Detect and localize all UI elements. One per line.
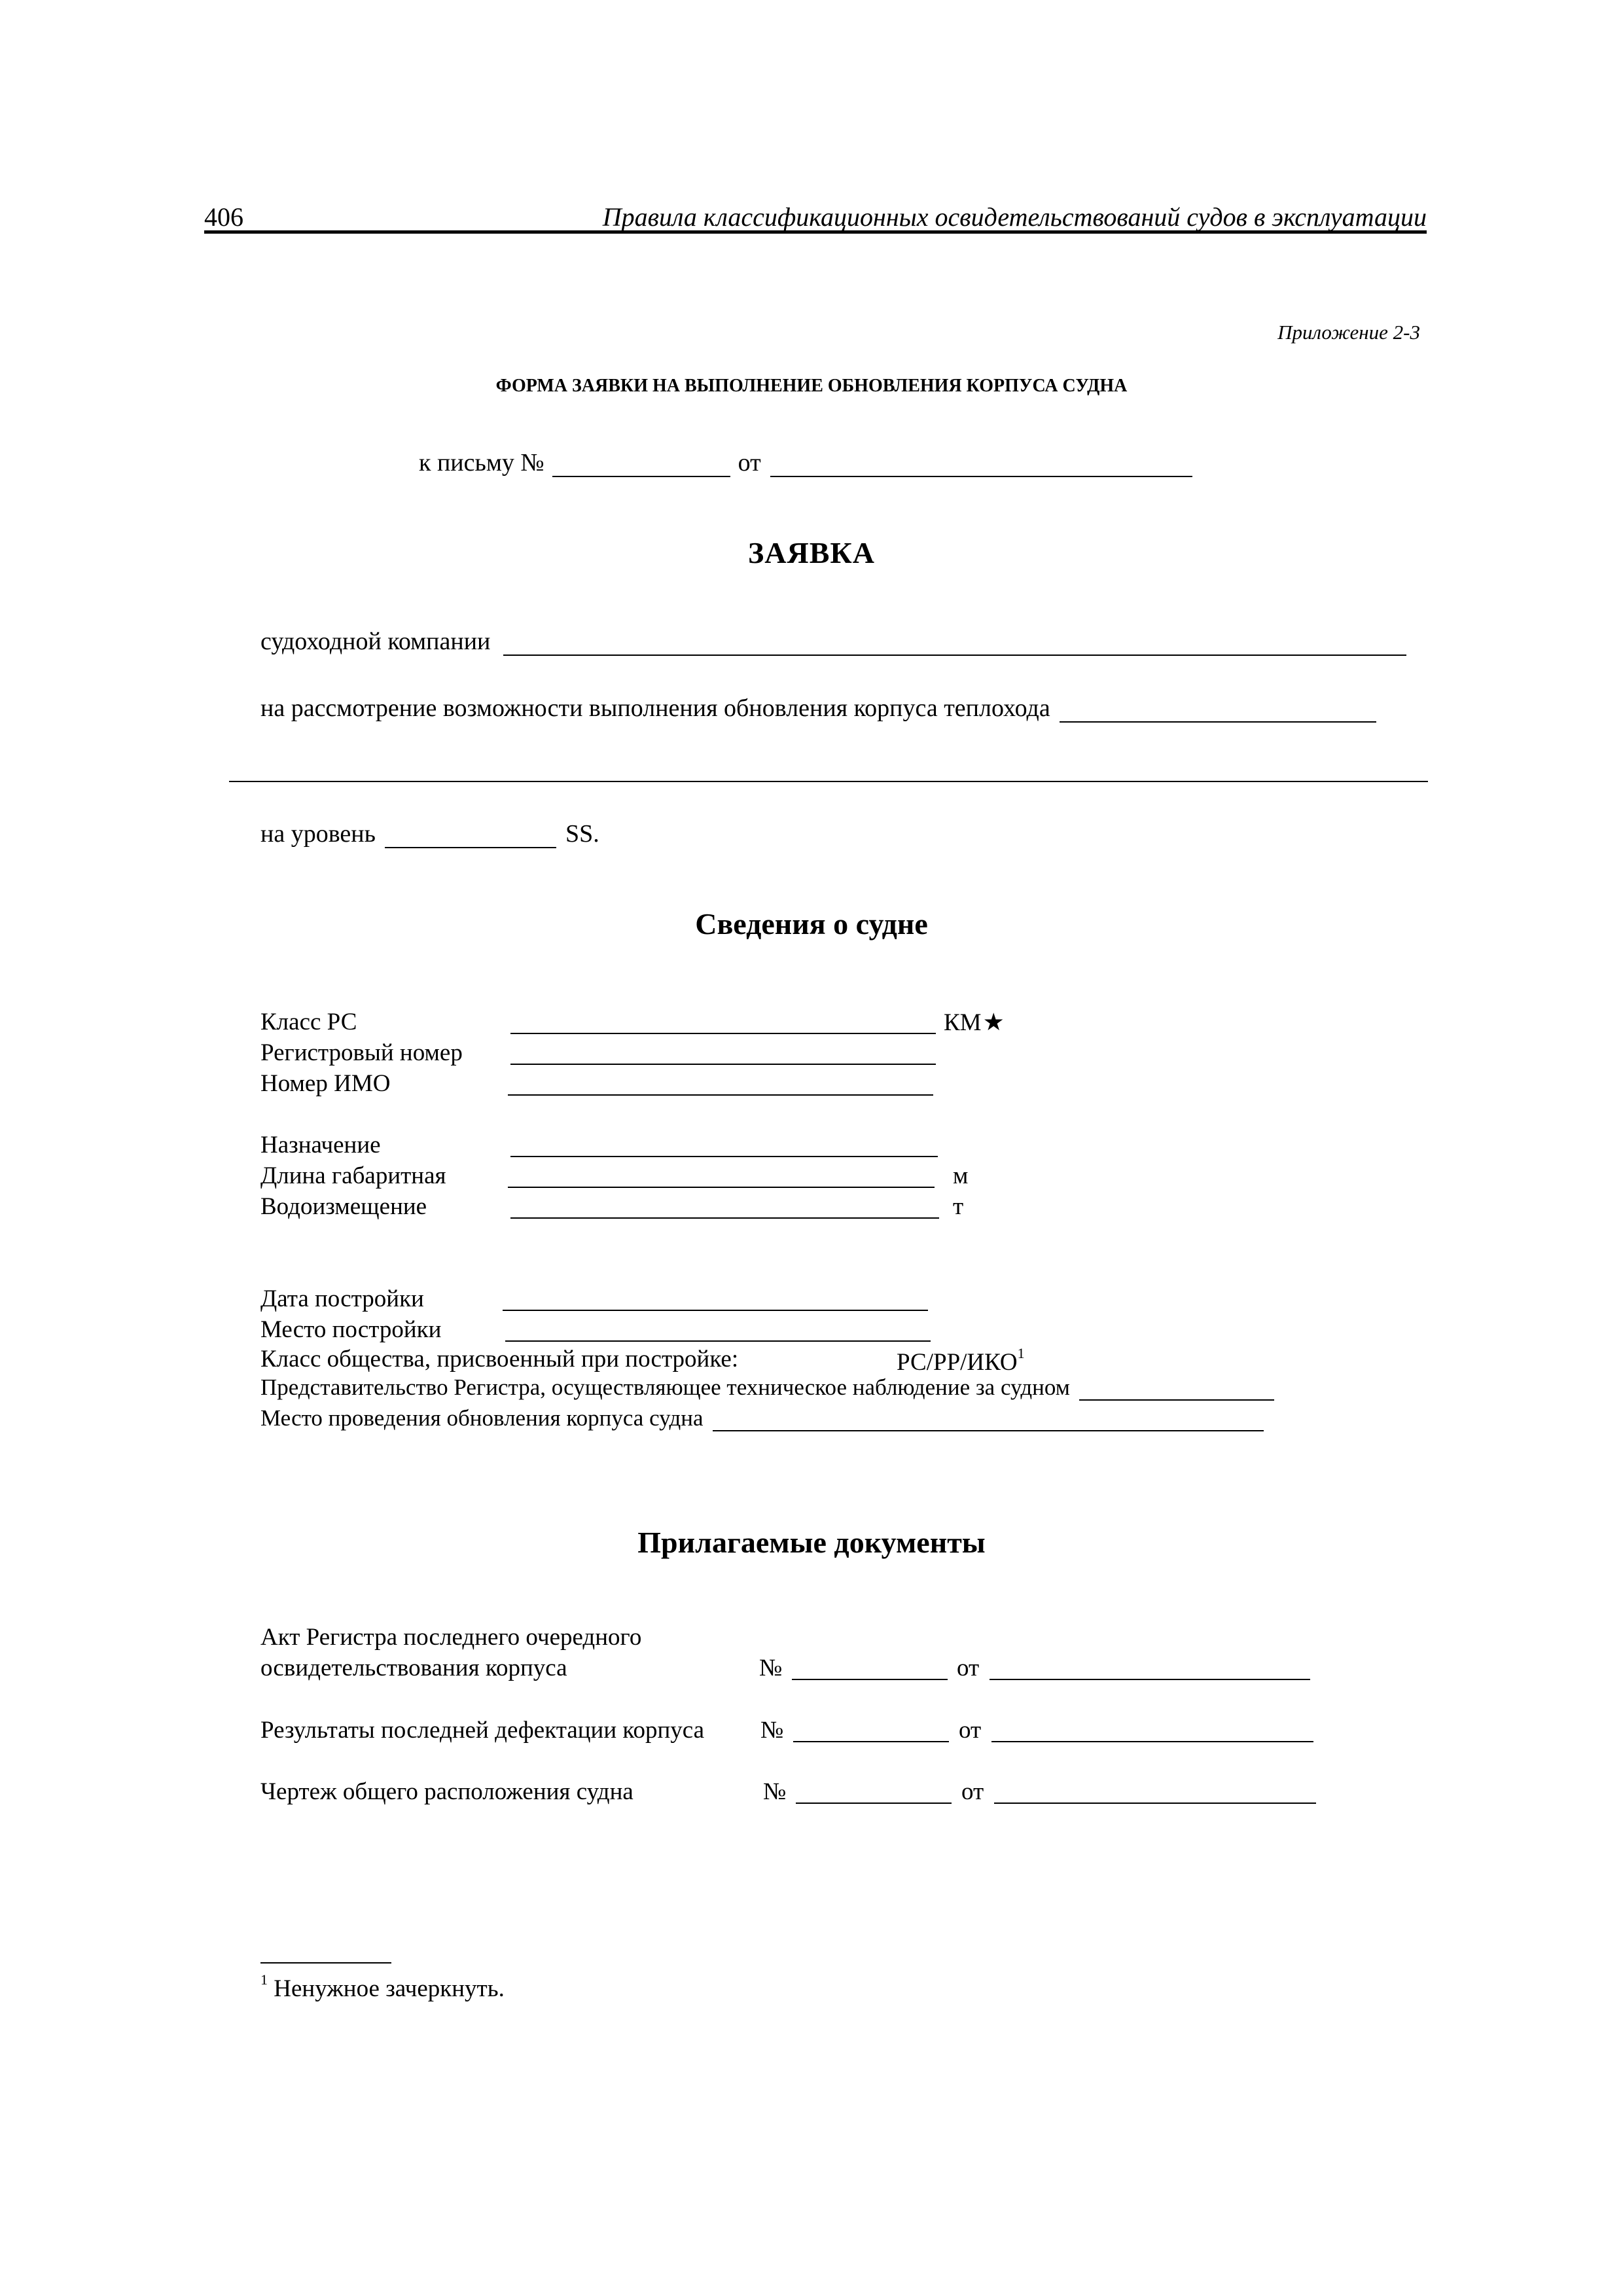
renewal-place-label: Место проведения обновления корпуса судна [260,1405,704,1431]
doc-1-number-label: № [759,1655,783,1681]
vessel-purpose-field[interactable] [510,1156,938,1157]
register-office-field[interactable] [1079,1380,1274,1401]
level-row [260,819,599,848]
imo-number-field[interactable] [508,1094,933,1096]
main-title: ЗАЯВКА [748,536,875,569]
vessel-section-title: Сведения о судне [695,907,928,941]
footnote-ref: 1 [1017,1345,1025,1361]
renewal-place-row [260,1405,1264,1431]
ship-name-field[interactable] [1060,699,1376,723]
purpose-row [260,694,1376,723]
rs-class-suffix [944,1008,1005,1037]
doc-3-date-field[interactable] [994,1803,1316,1804]
doc-2-number-field[interactable] [793,1741,949,1742]
letter-ref-prefix: к письму № [419,449,544,476]
page-number: 406 [204,202,243,232]
length-field[interactable] [508,1187,935,1188]
doc-1-number-field[interactable] [792,1679,948,1680]
doc-2-date-field[interactable] [991,1741,1313,1742]
star-icon: ★ [982,1009,1005,1036]
build-place-label: Место постройки [260,1316,442,1343]
doc-1-label-line2: освидетельствования корпуса [260,1655,567,1681]
purpose-label-vessel: Назначение [260,1132,381,1158]
length-label: Длина габаритная [260,1162,446,1189]
letter-date-field[interactable] [770,454,1192,477]
ship-name-continuation-field[interactable] [229,781,1428,782]
doc-2-from-label: от [959,1717,982,1744]
documents-section-title: Прилагаемые документы [637,1526,986,1559]
level-field[interactable] [385,825,556,848]
register-office-row [260,1374,1274,1401]
letter-from-label: от [738,449,761,476]
footnote-rule [260,1962,391,1964]
renewal-place-field[interactable] [713,1410,1264,1431]
form-title: ФОРМА ЗАЯВКИ НА ВЫПОЛНЕНИЕ ОБНОВЛЕНИЯ КОРПУСА СУДНА [495,376,1128,396]
letter-number-field[interactable] [552,454,730,477]
build-date-field[interactable] [503,1310,928,1311]
build-place-field[interactable] [505,1340,931,1342]
footnote-mark: 1 [260,1971,268,1988]
displacement-unit: т [953,1193,964,1220]
letter-reference [419,448,1192,477]
doc-3-number-label: № [763,1778,787,1805]
register-number-field[interactable] [510,1064,936,1065]
doc-2-number-label: № [760,1717,784,1744]
society-class-value [897,1345,1025,1376]
doc-1-label-line1: Акт Регистра последнего очередного [260,1624,642,1651]
running-title: Правила классификационных освидетельствований судов в эксплуатации [602,202,1427,232]
rs-class-field[interactable] [510,1033,936,1034]
rs-class-label: Класс РС [260,1009,357,1035]
displacement-label: Водоизмещение [260,1193,427,1220]
level-suffix: SS. [565,820,599,848]
length-unit: м [953,1162,969,1189]
company-label: судоходной компании [260,628,491,655]
doc-1-from-label: от [957,1655,980,1681]
doc-3-label: Чертеж общего расположения судна [260,1778,633,1805]
km-text: КМ [944,1009,982,1036]
build-date-label: Дата постройки [260,1285,424,1312]
displacement-field[interactable] [510,1217,939,1219]
purpose-label: на рассмотрение возможности выполнения обновления корпуса теплохода [260,694,1050,722]
company-row [260,627,1406,656]
company-field[interactable] [503,632,1406,656]
footnote-text: Ненужное зачеркнуть. [274,1975,505,2002]
doc-2-label: Результаты последней дефектации корпуса [260,1717,705,1744]
register-number-label: Регистровый номер [260,1039,463,1066]
doc-3-number-field[interactable] [796,1803,952,1804]
imo-number-label: Номер ИМО [260,1070,391,1097]
society-class-label: Класс общества, присвоенный при постройке: [260,1346,739,1372]
society-class-options[interactable]: РС/РР/ИКО [897,1349,1018,1376]
register-office-label: Представительство Регистра, осуществляющее техническое наблюдение за судном [260,1374,1070,1400]
doc-3-from-label: от [961,1778,984,1805]
appendix-label: Приложение 2-3 [1277,321,1420,344]
header-rule [204,230,1427,234]
level-label: на уровень [260,820,376,848]
footnote [260,1971,505,2003]
doc-1-date-field[interactable] [990,1679,1310,1680]
